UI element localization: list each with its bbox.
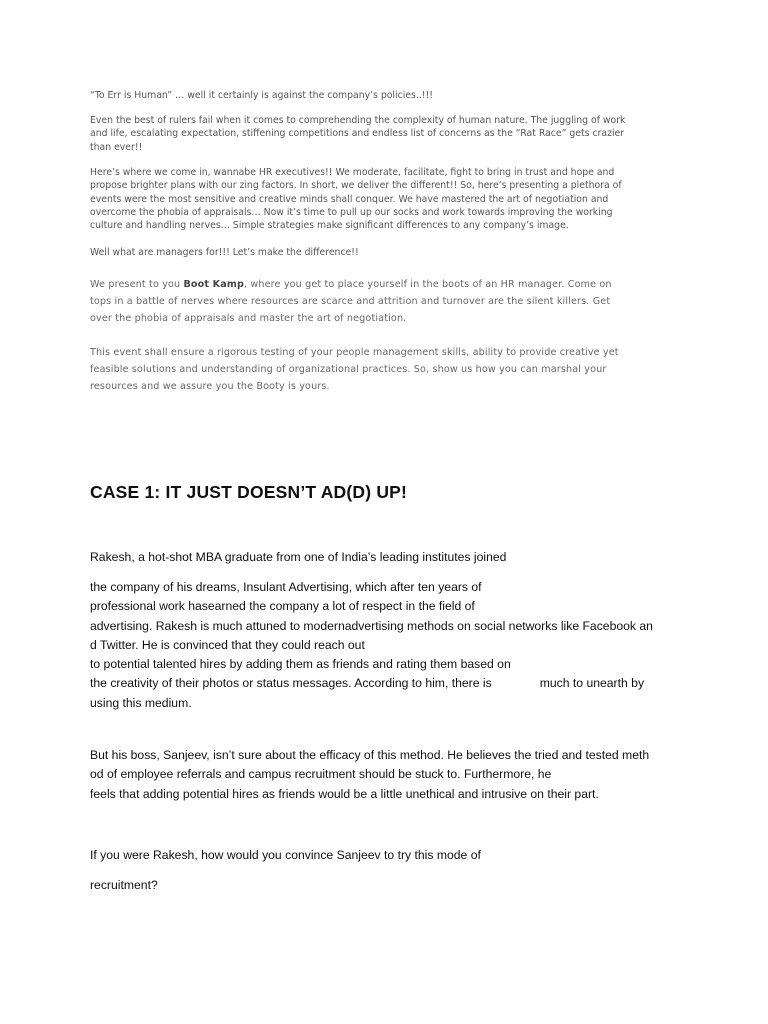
intro-managers-line: Well what are managers for!!! Let’s make the difference!! (90, 247, 359, 258)
case-question-line: If you were Rakesh, how would you convince Sanjeev to try this mode of (90, 848, 481, 862)
text-line: over the phobia of appraisals and master the art of negotiation. (90, 313, 407, 324)
text-line: culture and handling nerves… Simple strategies make significant differences to any company’s image. (90, 220, 569, 232)
text-line: feasible solutions and understanding of organizational practices. So, show us how you can marshal your (90, 364, 607, 375)
text-line: and life, escalating expectation, stiffening competitions and endless list of concerns as the “Rat Race” gets crazier (90, 128, 625, 140)
event-name: Boot Kamp (183, 279, 244, 290)
text-line: Even the best of rulers fail when it comes to comprehending the complexity of human nature. The juggling of work (90, 115, 626, 126)
text-line: to potential talented hires by adding them as friends and rating them based on (90, 657, 511, 672)
text-line: resources and we assure you the Booty is yours. (90, 381, 330, 392)
event-description-paragraph (90, 344, 680, 395)
text-line: professional work hasearned the company a lot of respect in the field of (90, 599, 475, 614)
text-line: od of employee referrals and campus recruitment should be stuck to. Furthermore, he (90, 767, 552, 782)
text-line: feels that adding potential hires as friends would be a little unethical and intrusive on their part. (90, 786, 599, 801)
case-paragraph-rakesh (90, 578, 690, 713)
case-intro-line: Rakesh, a hot-shot MBA graduate from one of India’s leading institutes joined (90, 550, 507, 564)
text-line: But his boss, Sanjeev, isn’t sure about the efficacy of this method. He believes the tried and tested meth (90, 748, 650, 762)
intro-tagline: “To Err is Human” … well it certainly is against the company’s policies..!!! (90, 90, 433, 101)
text-line: overcome the phobia of appraisals… Now it’s time to pull up our socks and work towards improving the working (90, 206, 613, 218)
text-line: propose brighter plans with our zing factors. In short, we deliver the different!! So, here’s presenting a plethora of (90, 180, 622, 192)
text-run: , where you get to place yourself in the boots of an HR manager. Come on (244, 279, 612, 290)
intro-paragraph-rulers (90, 114, 680, 154)
text-line: than ever!! (90, 141, 143, 153)
case-paragraph-sanjeev (90, 746, 690, 804)
text-line: using this medium. (90, 695, 192, 710)
text-line: the company of his dreams, Insulant Advertising, which after ten years of (90, 580, 482, 594)
case-question-end: recruitment? (90, 878, 158, 892)
text-line: the creativity of their photos or status messages. According to him, there is (90, 676, 492, 691)
text-line: advertising. Rakesh is much attuned to modernadvertising methods on social networks like Facebook an (90, 618, 653, 633)
text-line: This event shall ensure a rigorous testing of your people management skills, ability to provide creative yet (90, 347, 619, 358)
text-line: d Twitter. He is convinced that they could reach out (90, 637, 365, 652)
case-title: CASE 1: IT JUST DOESN’T AD(D) UP! (90, 482, 408, 502)
text-run: We present to you (90, 279, 184, 290)
intro-paragraph-hr-executives (90, 166, 680, 232)
text-line: Here’s where we come in, wannabe HR executives!! We moderate, facilitate, fight to bring in trust and hope and (90, 167, 615, 178)
text-line: events were the most sensitive and creative minds shall conquer. We have mastered the art of negotiation and (90, 193, 609, 205)
text-line: much to unearth by (539, 676, 645, 691)
boot-kamp-paragraph (90, 276, 680, 327)
text-line: tops in a battle of nerves where resources are scarce and attrition and turnover are the silent killers. Get (90, 296, 611, 307)
